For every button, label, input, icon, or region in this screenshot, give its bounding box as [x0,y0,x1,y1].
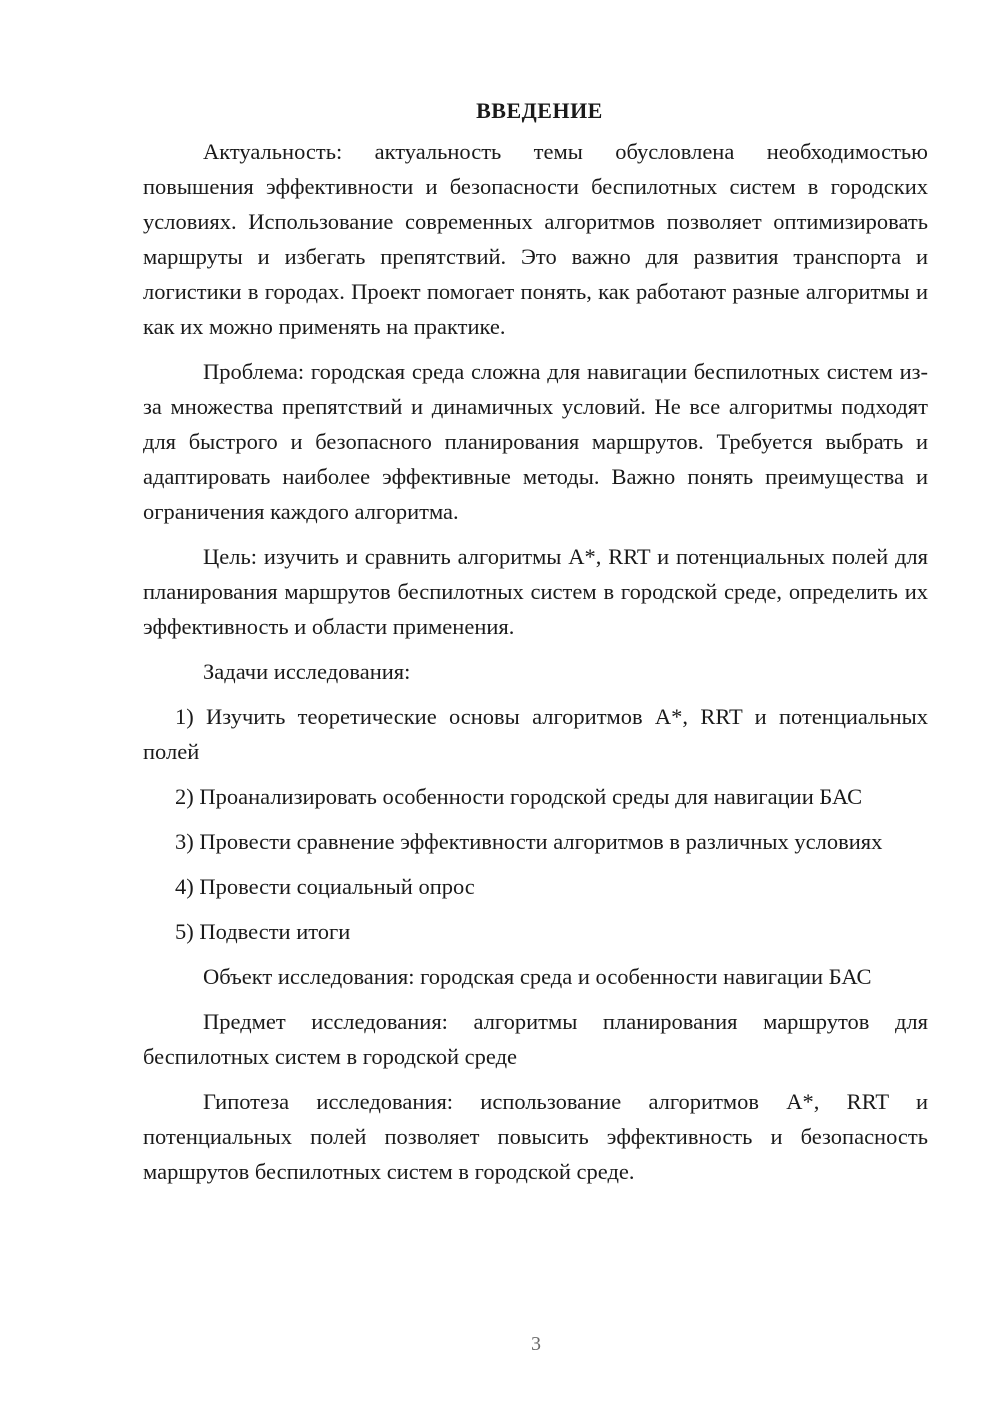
goal-paragraph: Цель: изучить и сравнить алгоритмы A*, RRT и потенциальных полей для планирования маршрутов беспилотных систем в городской среде, определить их эффективность и области применения. [143,544,928,639]
subject-paragraph: Предмет исследования: алгоритмы планирования маршрутов для беспилотных систем в городской среде [143,1009,928,1069]
problem-paragraph: Проблема: городская среда сложна для навигации беспилотных систем из-за множества препятствий и динамичных условий. Не все алгоритмы подходят для быстрого и безопасного планирования маршрутов. Требуется выбрать и адаптировать наиболее эффективные методы. Важно понять преимущества и ограничения каждого алгоритма. [143,359,928,524]
page-content [143,96,928,1199]
task-item-3: 3) Провести сравнение эффективности алгоритмов в различных условиях [175,829,883,854]
task-item-5: 5) Подвести итоги [175,919,351,944]
section-title: ВВЕДЕНИЕ [476,98,603,123]
task-item-2: 2) Проанализировать особенности городской среды для навигации БАС [175,784,863,809]
tasks-heading: Задачи исследования: [203,659,411,684]
relevance-paragraph: Актуальность: актуальность темы обусловлена необходимостью повышения эффективности и безопасности беспилотных систем в городских условиях. Использование современных алгоритмов позволяет оптимизировать маршруты и избегать препятствий. Это важно для развития транспорта и логистики в городах. Проект помогает понять, как работают разные алгоритмы и как их можно применять на практике. [143,139,928,339]
object-paragraph: Объект исследования: городская среда и особенности навигации БАС [203,964,872,989]
page-number: 3 [531,1333,541,1355]
task-item-1: 1) Изучить теоретические основы алгоритмов A*, RRT и потенциальных полей [143,704,928,764]
hypothesis-paragraph: Гипотеза исследования: использование алгоритмов A*, RRT и потенциальных полей позволяет повысить эффективность и безопасность маршрутов беспилотных систем в городской среде. [143,1089,928,1184]
task-item-4: 4) Провести социальный опрос [175,874,475,899]
